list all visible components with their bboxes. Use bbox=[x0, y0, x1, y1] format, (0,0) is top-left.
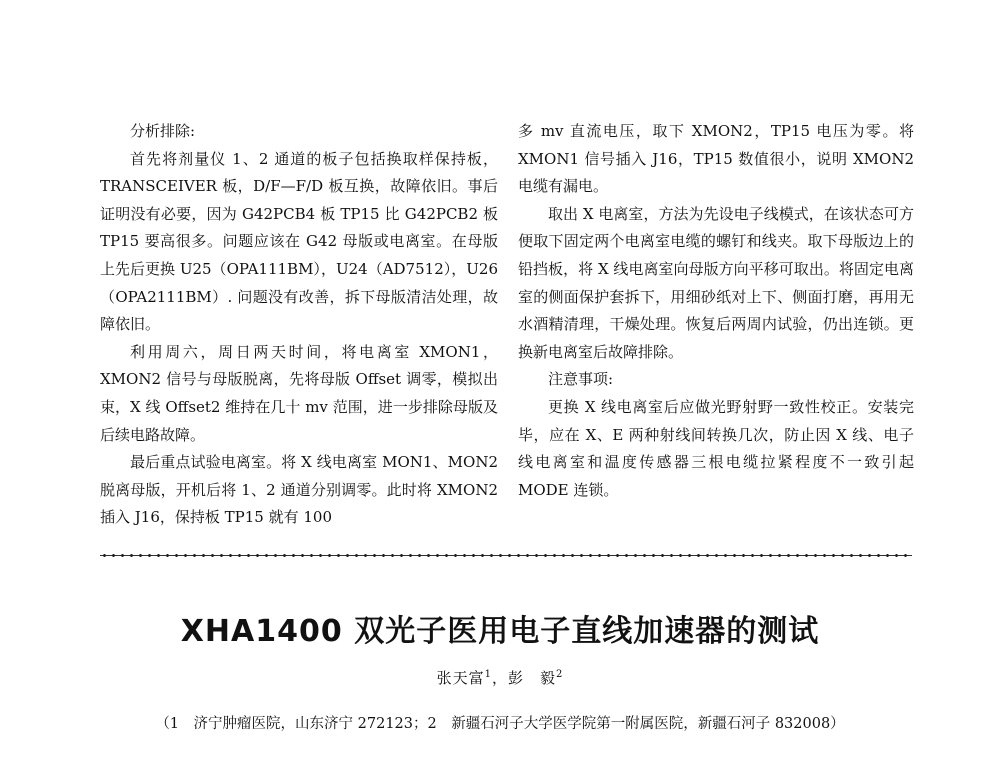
affiliation-line: （1 济宁肿瘤医院，山东济宁 272123；2 新疆石河子大学医学院第一附属医院，新疆石河子 832008） bbox=[155, 716, 845, 732]
author-separator: ， bbox=[491, 669, 508, 687]
right-paragraph-1: 取出 X 电离室，方法为先设电子线模式，在该状态可方便取下固定两个电离室电缆的螺钉和线夹。取下母版边上的铅挡板，将 X 线电离室向母版方向平移可取出。将固定电离室的侧面保护套拆下，用细砂纸对上下、侧面打磨，再用无水酒精清理，干燥处理。恢复后两周内试验，仍出连锁。更换新电离室后故障排除。 bbox=[518, 204, 914, 361]
author-1-mark: 1 bbox=[484, 669, 492, 680]
author-2: 彭 毅 bbox=[508, 669, 557, 687]
author-1: 张天富 bbox=[436, 669, 485, 687]
left-paragraph-3: 最后重点试验电离室。将 X 线电离室 MON1、MON2 脱离母版，开机后将 1、2 通道分别调零。此时将 XMON2 插入 J16，保持板 TP15 就有 100 bbox=[100, 453, 498, 527]
notes-heading: 注意事项: bbox=[548, 370, 614, 389]
right-paragraph-2: 更换 X 线电离室后应做光野射野一致性校正。安装完毕，应在 X、E 两种射线间转换几次，防止因 X 线、电子线电离室和温度传感器三根电缆拉紧程度不一致引起 MODE 连锁。 bbox=[518, 397, 914, 499]
section-divider bbox=[100, 552, 912, 559]
left-paragraph-2: 利用周六，周日两天时间，将电离室 XMON1，XMON2 信号与母版脱离，先将母版 Offset 调零，模拟出束，X 线 Offset2 维持在几十 mv 范围，进一步排除母版及后续电路故障。 bbox=[100, 342, 498, 444]
analysis-heading: 分析排除: bbox=[130, 122, 196, 140]
left-column bbox=[100, 118, 498, 532]
right-column bbox=[518, 118, 914, 504]
left-paragraph-1: 首先将剂量仪 1、2 通道的板子包括换取样保持板，TRANSCEIVER 板，D/F—F/D 板互换，故障依旧。事后证明没有必要，因为 G42PCB4 板 TP15 比 G42PCB2 板 TP15 要高很多。问题应该在 G42 母版或电离室。在母版上先后更换 U25（OPA111BM），U24（AD7512），U26（OPA2111BM）. 问题没有改善，拆下母版清洁处理，故障依旧。 bbox=[100, 149, 498, 334]
right-continuation: 多 mv 直流电压，取下 XMON2，TP15 电压为零。将 XMON1 信号插入 J16，TP15 数值很小，说明 XMON2 电缆有漏电。 bbox=[518, 122, 914, 196]
article-title: XHA1400 双光子医用电子直线加速器的测试 bbox=[180, 614, 820, 649]
authors-line bbox=[0, 667, 1000, 688]
author-2-mark: 2 bbox=[556, 669, 564, 680]
